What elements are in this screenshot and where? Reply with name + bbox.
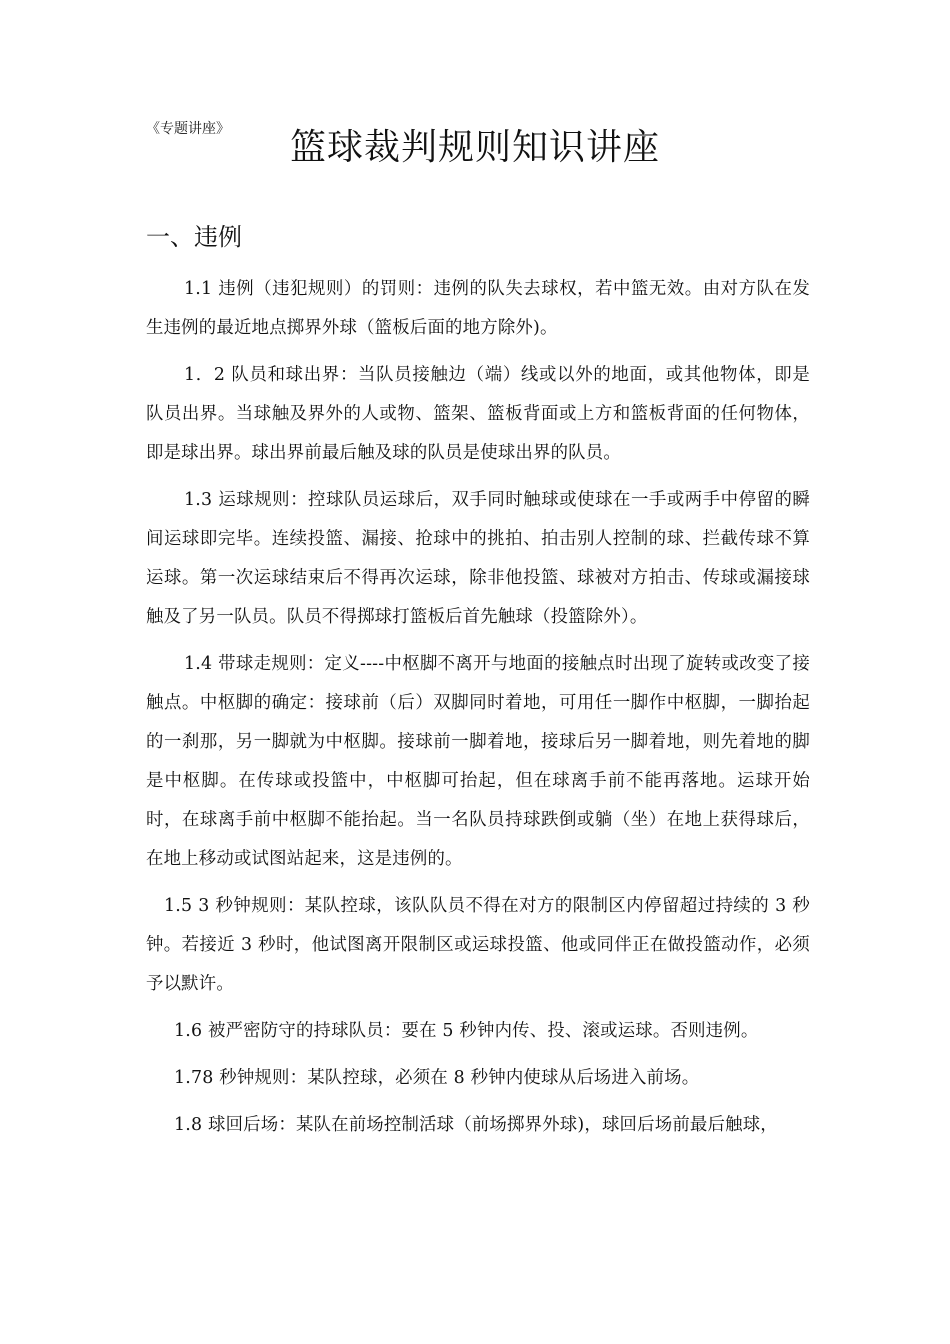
paragraph-dribble-rule: 1.3 运球规则：控球队员运球后，双手同时触球或使球在一手或两手中停留的瞬间运球即完毕。连续投篮、漏接、抢球中的挑拍、拍击别人控制的球、拦截传球不算运球。第一次运球结束后不得再次运球，除非他投篮、球被对方拍击、传球或漏接球触及了另一队员。队员不得掷球打篮板后首先触球（投篮除外）。 (146, 490, 810, 627)
paragraph-closely-guarded: 1.6 被严密防守的持球队员：要在 5 秒钟内传、投、滚或运球。否则违例。 (174, 1021, 759, 1041)
paragraph-backcourt: 1.8 球回后场：某队在前场控制活球（前场掷界外球)，球回后场前最后触球， (174, 1115, 778, 1135)
paragraph-three-second-rule: 1.5 3 秒钟规则：某队控球，该队队员不得在对方的限制区内停留超过持续的 3 秒钟。若接近 3 秒时，他试图离开限制区或运球投篮、他或同伴正在做投篮动作，必须予以默许。 (146, 896, 810, 994)
series-tag: 《专题讲座》 (146, 121, 230, 137)
document-title: 篮球裁判规则知识讲座 (289, 127, 660, 168)
paragraph-violation-penalty: 1.1 违例（违犯规则）的罚则：违例的队失去球权，若中篮无效。由对方队在发生违例的最近地点掷界外球（篮板后面的地方除外)。 (146, 279, 810, 338)
section-heading: 一、违例 (146, 223, 242, 251)
paragraph-travel-rule: 1.4 带球走规则：定义----中枢脚不离开与地面的接触点时出现了旋转或改变了接触点。中枢脚的确定：接球前（后）双脚同时着地，可用任一脚作中枢脚，一脚抬起的一刹那，另一脚就为中枢脚。接球前一脚着地，接球后另一脚着地，则先着地的脚是中枢脚。在传球或投篮中，中枢脚可抬起，但在球离手前不能再落地。运球开始时，在球离手前中枢脚不能抬起。当一名队员持球跌倒或躺（坐）在地上获得球后，在地上移动或试图站起来，这是违例的。 (146, 654, 810, 869)
paragraph-eight-second-rule: 1.78 秒钟规则：某队控球，必须在 8 秒钟内使球从后场进入前场。 (174, 1068, 700, 1088)
paragraph-out-of-bounds: 1．2 队员和球出界：当队员接触边（端）线或以外的地面，或其他物体，即是队员出界。当球触及界外的人或物、篮架、篮板背面或上方和篮板背面的任何物体，即是球出界。球出界前最后触及球的队员是使球出界的队员。 (146, 365, 810, 463)
body-text (146, 270, 810, 1145)
